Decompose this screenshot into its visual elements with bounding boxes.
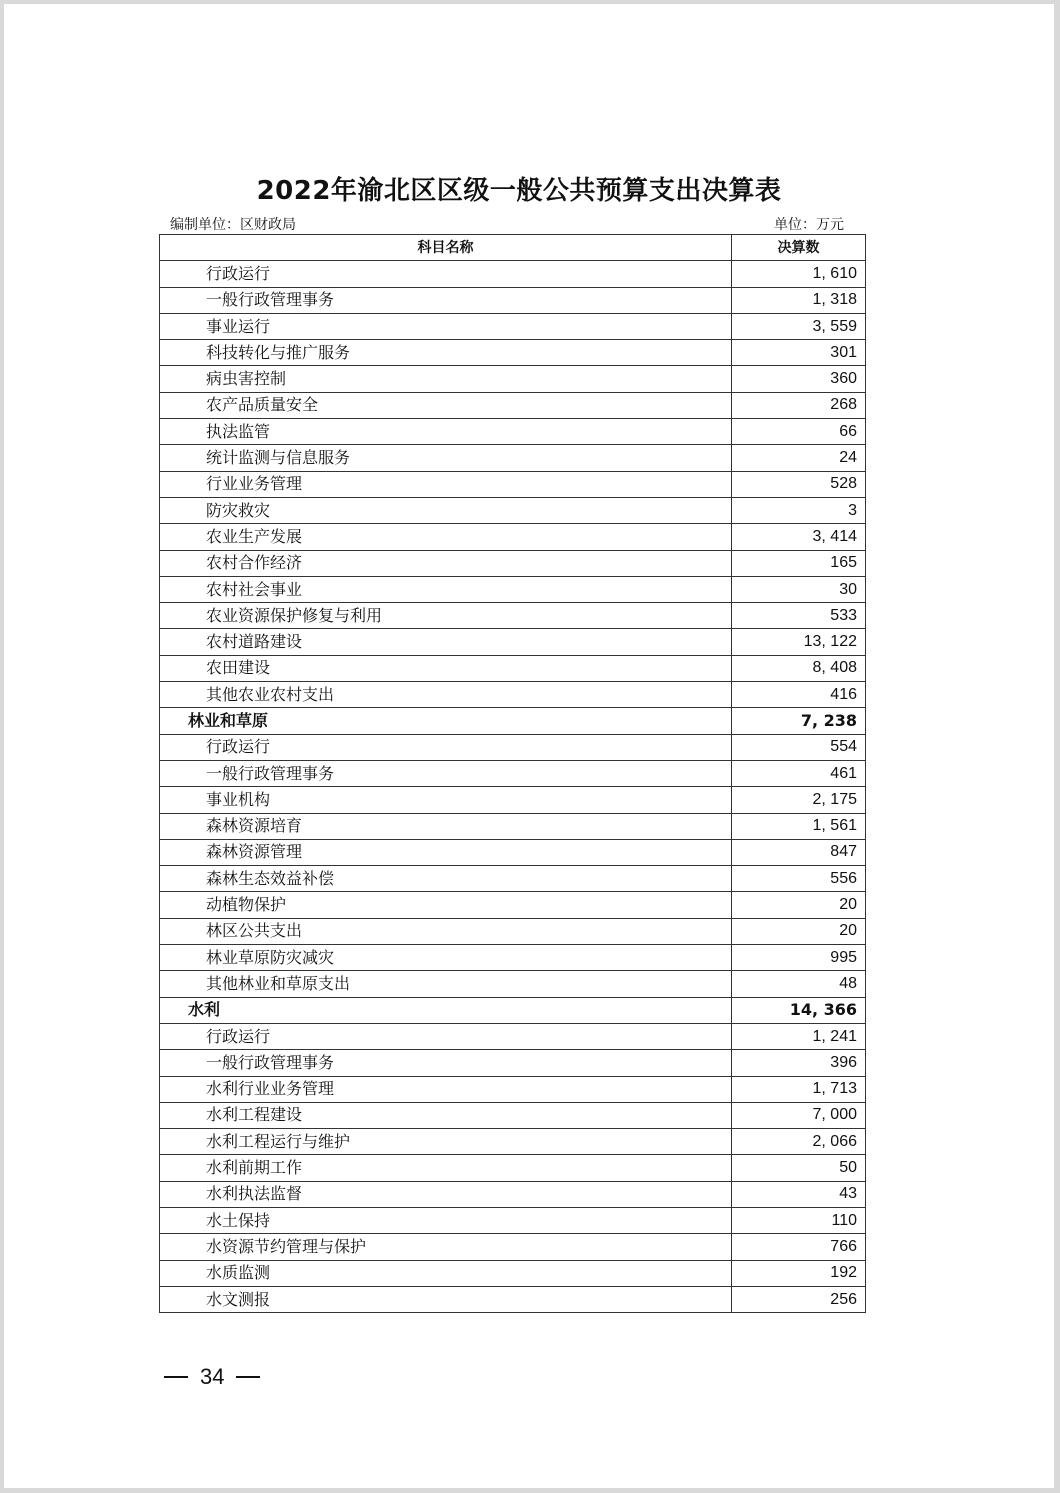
table-row <box>160 445 866 471</box>
table-row <box>160 945 866 971</box>
table-row <box>160 892 866 918</box>
row-name: 森林资源培育 <box>160 813 732 839</box>
row-value: 528 <box>732 471 866 497</box>
row-name: 执法监管 <box>160 419 732 445</box>
table-row <box>160 760 866 786</box>
row-value: 165 <box>732 550 866 576</box>
row-value: 3 <box>732 497 866 523</box>
table-header-row <box>160 235 866 261</box>
row-name: 农村社会事业 <box>160 576 732 602</box>
page-number <box>162 1364 260 1390</box>
row-name: 森林生态效益补偿 <box>160 866 732 892</box>
row-value: 256 <box>732 1286 866 1312</box>
row-value: 24 <box>732 445 866 471</box>
table-row <box>160 655 866 681</box>
table-row <box>160 524 866 550</box>
row-name: 一般行政管理事务 <box>160 760 732 786</box>
unit-label: 单位：万元 <box>774 217 844 233</box>
table-row <box>160 734 866 760</box>
table-row <box>160 366 866 392</box>
row-name: 农田建设 <box>160 655 732 681</box>
row-value: 847 <box>732 839 866 865</box>
table-row <box>160 392 866 418</box>
table-row <box>160 1023 866 1049</box>
table-row <box>160 1234 866 1260</box>
table-row <box>160 1260 866 1286</box>
row-value: 1, 241 <box>732 1023 866 1049</box>
category-row <box>160 708 866 734</box>
table-row <box>160 1155 866 1181</box>
table-row <box>160 1181 866 1207</box>
row-name: 行政运行 <box>160 261 732 287</box>
row-value: 268 <box>732 392 866 418</box>
row-name: 森林资源管理 <box>160 839 732 865</box>
row-name: 其他林业和草原支出 <box>160 971 732 997</box>
dash-left <box>164 1376 188 1378</box>
row-name: 林业草原防灾减灾 <box>160 945 732 971</box>
row-name: 水利执法监督 <box>160 1181 732 1207</box>
row-name: 一般行政管理事务 <box>160 287 732 313</box>
table-row <box>160 419 866 445</box>
row-value: 7, 000 <box>732 1102 866 1128</box>
row-value: 48 <box>732 971 866 997</box>
row-value: 7, 238 <box>732 708 866 734</box>
row-name: 农业生产发展 <box>160 524 732 550</box>
row-value: 2, 066 <box>732 1129 866 1155</box>
row-name: 水利 <box>160 997 732 1023</box>
table-row <box>160 918 866 944</box>
row-value: 50 <box>732 1155 866 1181</box>
row-name: 一般行政管理事务 <box>160 1050 732 1076</box>
row-name: 其他农业农村支出 <box>160 682 732 708</box>
table-row <box>160 603 866 629</box>
row-value: 556 <box>732 866 866 892</box>
table-row <box>160 287 866 313</box>
row-value: 192 <box>732 1260 866 1286</box>
row-name: 林区公共支出 <box>160 918 732 944</box>
row-value: 461 <box>732 760 866 786</box>
row-name: 动植物保护 <box>160 892 732 918</box>
header-amount: 决算数 <box>732 235 866 261</box>
row-value: 3, 414 <box>732 524 866 550</box>
row-value: 2, 175 <box>732 787 866 813</box>
row-value: 66 <box>732 419 866 445</box>
header-name: 科目名称 <box>160 235 732 261</box>
table-row <box>160 787 866 813</box>
table-row <box>160 971 866 997</box>
table-row <box>160 1129 866 1155</box>
row-name: 水利工程建设 <box>160 1102 732 1128</box>
table-row <box>160 497 866 523</box>
row-name: 病虫害控制 <box>160 366 732 392</box>
row-name: 水资源节约管理与保护 <box>160 1234 732 1260</box>
table-row <box>160 866 866 892</box>
row-value: 1, 318 <box>732 287 866 313</box>
table-row <box>160 813 866 839</box>
table-row <box>160 839 866 865</box>
dash-right <box>236 1376 260 1378</box>
table-row <box>160 629 866 655</box>
row-name: 事业机构 <box>160 787 732 813</box>
row-value: 20 <box>732 918 866 944</box>
row-name: 科技转化与推广服务 <box>160 340 732 366</box>
row-value: 14, 366 <box>732 997 866 1023</box>
row-name: 防灾救灾 <box>160 497 732 523</box>
row-value: 301 <box>732 340 866 366</box>
page-title: 2022年渝北区区级一般公共预算支出决算表 <box>256 176 782 206</box>
row-value: 396 <box>732 1050 866 1076</box>
row-value: 416 <box>732 682 866 708</box>
row-value: 1, 561 <box>732 813 866 839</box>
row-name: 农产品质量安全 <box>160 392 732 418</box>
row-value: 110 <box>732 1207 866 1233</box>
row-name: 农村合作经济 <box>160 550 732 576</box>
row-value: 43 <box>732 1181 866 1207</box>
table-row <box>160 1207 866 1233</box>
page-number-text: 34 <box>200 1364 225 1389</box>
table-row <box>160 682 866 708</box>
row-name: 农业资源保护修复与利用 <box>160 603 732 629</box>
table-row <box>160 1102 866 1128</box>
row-name: 水质监测 <box>160 1260 732 1286</box>
table-row <box>160 313 866 339</box>
row-name: 水文测报 <box>160 1286 732 1312</box>
row-value: 766 <box>732 1234 866 1260</box>
row-name: 水利行业业务管理 <box>160 1076 732 1102</box>
table-row <box>160 1076 866 1102</box>
table-row <box>160 261 866 287</box>
row-value: 3, 559 <box>732 313 866 339</box>
row-value: 533 <box>732 603 866 629</box>
table-row <box>160 471 866 497</box>
row-value: 360 <box>732 366 866 392</box>
table-row <box>160 576 866 602</box>
row-name: 水利工程运行与维护 <box>160 1129 732 1155</box>
row-name: 水利前期工作 <box>160 1155 732 1181</box>
row-value: 1, 713 <box>732 1076 866 1102</box>
row-value: 13, 122 <box>732 629 866 655</box>
budget-table <box>159 234 866 1313</box>
row-value: 554 <box>732 734 866 760</box>
row-value: 995 <box>732 945 866 971</box>
row-name: 水土保持 <box>160 1207 732 1233</box>
table-row <box>160 340 866 366</box>
row-name: 行政运行 <box>160 734 732 760</box>
row-name: 统计监测与信息服务 <box>160 445 732 471</box>
row-value: 8, 408 <box>732 655 866 681</box>
table-row <box>160 1050 866 1076</box>
table-row <box>160 1286 866 1312</box>
row-name: 林业和草原 <box>160 708 732 734</box>
row-value: 20 <box>732 892 866 918</box>
table-row <box>160 550 866 576</box>
row-name: 农村道路建设 <box>160 629 732 655</box>
row-name: 行业业务管理 <box>160 471 732 497</box>
row-name: 事业运行 <box>160 313 732 339</box>
row-value: 30 <box>732 576 866 602</box>
compiler-label: 编制单位：区财政局 <box>170 217 296 233</box>
document-page <box>4 4 1054 1488</box>
row-value: 1, 610 <box>732 261 866 287</box>
row-name: 行政运行 <box>160 1023 732 1049</box>
category-row <box>160 997 866 1023</box>
